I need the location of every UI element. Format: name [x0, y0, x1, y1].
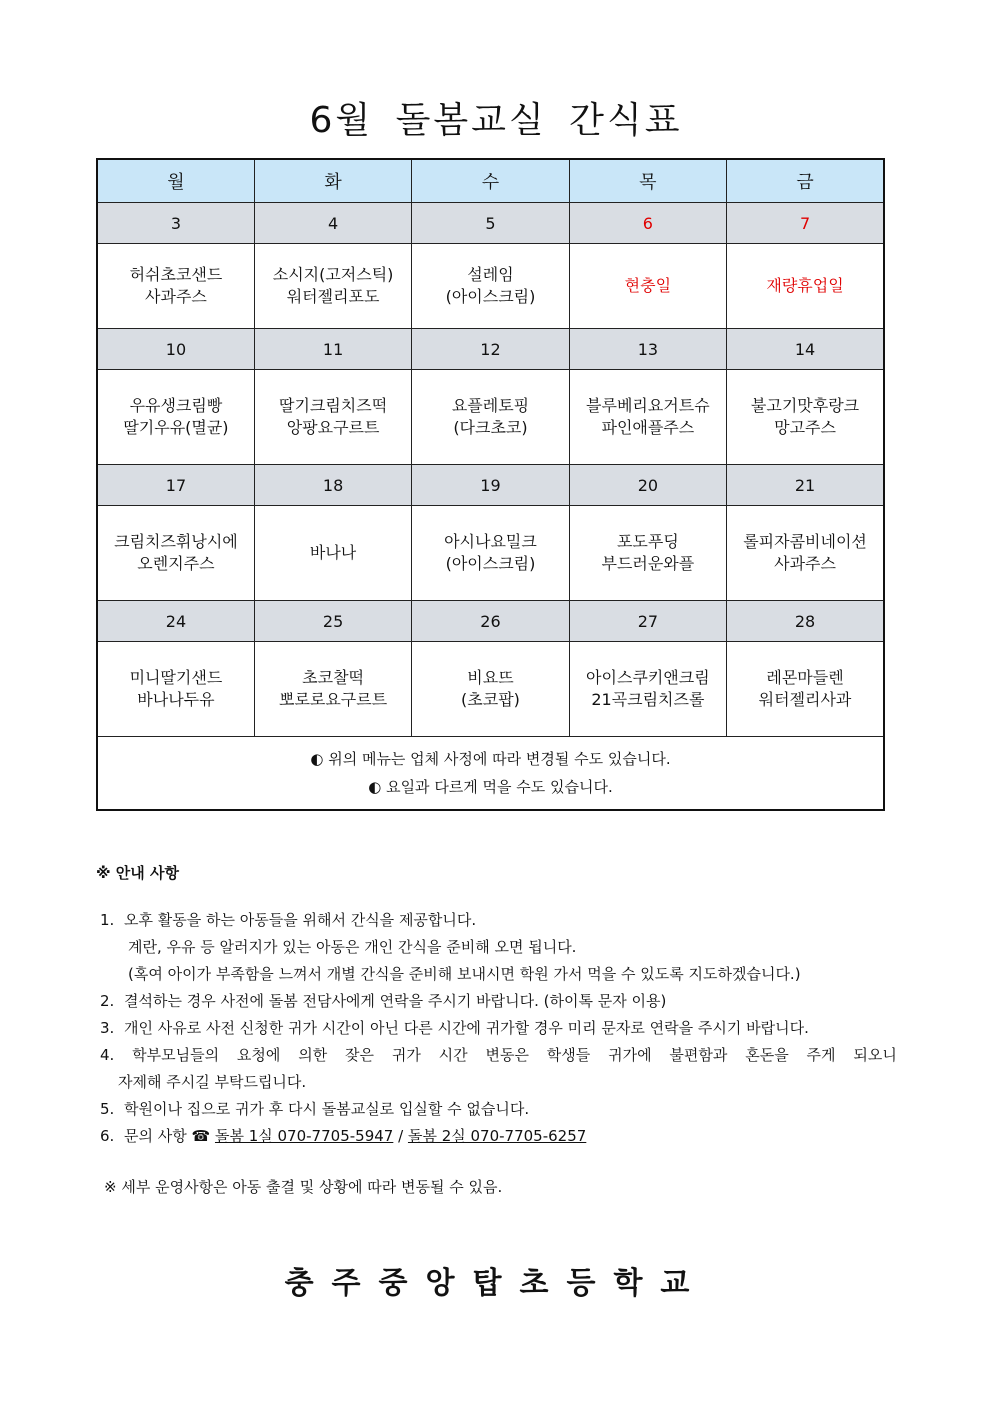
date-row	[97, 329, 884, 370]
menu-cell	[569, 370, 726, 465]
item-word: 변동은	[485, 1046, 529, 1064]
date-cell: 20	[569, 465, 726, 506]
date-row	[97, 465, 884, 506]
date-cell: 21	[727, 465, 884, 506]
date-cell-holiday: 6	[569, 203, 726, 244]
weekday-tue: 화	[254, 159, 411, 203]
menu-item: (아이스크림)	[445, 287, 536, 306]
menu-cell-holiday	[569, 244, 726, 329]
contact-room-2: 돌봄 2실 070-7705-6257	[407, 1127, 587, 1145]
info-item-4	[100, 1042, 897, 1069]
item-text: 결석하는 경우 사전에 돌봄 전담사에게 연락을 주시기 바랍니다. (하이톡 문자 이용)	[124, 992, 667, 1010]
date-cell: 12	[412, 329, 569, 370]
item-text: 개인 사유로 사전 신청한 귀가 시간이 아닌 다른 시간에 귀가할 경우 미리 문자로 연락을 주시기 바랍니다.	[124, 1019, 809, 1037]
item-number: 4.	[100, 1046, 115, 1064]
menu-item: 비요뜨	[467, 668, 514, 687]
item-word: 잦은	[345, 1046, 375, 1064]
menu-item: 포도푸딩	[616, 532, 679, 551]
menu-item: 워터젤리사과	[758, 690, 852, 709]
menu-item: 사과주스	[774, 554, 836, 573]
menu-cell	[412, 506, 569, 601]
date-cell: 4	[254, 203, 411, 244]
menu-item: 바나나두유	[137, 690, 215, 709]
date-cell: 13	[569, 329, 726, 370]
menu-item: (초코팝)	[461, 690, 520, 709]
date-cell: 10	[97, 329, 254, 370]
item-word: 주게	[806, 1046, 836, 1064]
info-list	[100, 907, 900, 1150]
menu-item: 바나나	[309, 543, 357, 562]
item-word: 요청에	[236, 1046, 281, 1064]
menu-cell-holiday	[727, 244, 884, 329]
menu-item: 망고주스	[774, 418, 836, 437]
info-item-2	[100, 988, 900, 1015]
info-item-5	[100, 1096, 900, 1123]
info-item-3	[100, 1015, 900, 1042]
notice-line: ◐ 위의 메뉴는 업체 사정에 따라 변경될 수도 있습니다.	[310, 750, 671, 768]
date-cell: 5	[412, 203, 569, 244]
menu-cell	[254, 370, 411, 465]
date-cell-holiday: 7	[727, 203, 884, 244]
menu-cell	[412, 642, 569, 737]
info-item-4-cont: 자제해 주시길 부탁드립니다.	[118, 1073, 307, 1091]
item-number: 1.	[100, 911, 115, 929]
date-cell: 11	[254, 329, 411, 370]
weekday-fri: 금	[727, 159, 884, 203]
contact-room-1: 돌봄 1실 070-7705-5947	[214, 1127, 394, 1145]
date-cell: 19	[412, 465, 569, 506]
notice-row	[97, 737, 884, 811]
weekday-mon: 월	[97, 159, 254, 203]
menu-item: 소시지(고저스틱)	[272, 265, 394, 284]
menu-cell	[97, 506, 254, 601]
menu-item: (아이스크림)	[445, 554, 536, 573]
item-word: 불편함과	[669, 1046, 728, 1064]
date-cell: 27	[569, 601, 726, 642]
menu-cell	[254, 244, 411, 329]
item-word: 의한	[298, 1046, 328, 1064]
menu-item: 롤피자콤비네이션	[743, 532, 867, 551]
contact-separator: /	[398, 1127, 404, 1145]
menu-cell	[97, 370, 254, 465]
date-cell: 18	[254, 465, 411, 506]
menu-item: 초코찰떡	[302, 668, 364, 687]
weekday-thu: 목	[569, 159, 726, 203]
menu-item: 딸기크림치즈떡	[278, 396, 388, 415]
menu-item: 블루베리요거트슈	[586, 396, 710, 415]
snack-table	[96, 158, 885, 811]
menu-item: 아시나요밀크	[444, 532, 537, 551]
menu-item: 허쉬초코샌드	[129, 265, 223, 284]
notice-line: ◐ 요일과 다르게 먹을 수도 있습니다.	[368, 778, 613, 796]
menu-item: 뽀로로요구르트	[278, 690, 388, 709]
date-cell: 25	[254, 601, 411, 642]
menu-cell	[254, 506, 411, 601]
item-text: 학원이나 집으로 귀가 후 다시 돌봄교실로 입실할 수 없습니다.	[124, 1100, 530, 1118]
menu-item: 사과주스	[145, 287, 207, 306]
menu-item: 요플레토핑	[451, 396, 530, 415]
item-word: 시간	[438, 1046, 468, 1064]
menu-item: 파인애플주스	[601, 418, 695, 437]
item-text: 오후 활동을 하는 아동들을 위해서 간식을 제공합니다.	[124, 911, 477, 929]
item-word: 학생들	[546, 1046, 591, 1064]
menu-item: 설레임	[467, 265, 514, 284]
date-cell: 14	[727, 329, 884, 370]
menu-item: 불고기맛후랑크	[750, 396, 860, 415]
menu-item: 크림치즈휘낭시에	[114, 532, 238, 551]
menu-item: (다크초코)	[453, 418, 528, 437]
item-number: 6.	[100, 1127, 115, 1145]
menu-cell	[412, 244, 569, 329]
info-heading: ※ 안내 사항	[96, 864, 179, 882]
weekday-header-row	[97, 159, 884, 203]
info-item-1-cont: 계란, 우유 등 알러지가 있는 아동은 개인 간식을 준비해 오면 됩니다.	[128, 938, 577, 956]
info-item-1	[100, 907, 900, 934]
footnote: ※ 세부 운영사항은 아동 출결 및 상황에 따라 변동될 수 있음.	[104, 1178, 503, 1196]
date-cell: 17	[97, 465, 254, 506]
item-number: 2.	[100, 992, 115, 1010]
menu-item: 앙팡요구르트	[286, 418, 380, 437]
page-title: 6월 돌봄교실 간식표	[309, 100, 683, 141]
menu-row	[97, 244, 884, 329]
menu-item: 21곡크림치즈롤	[591, 690, 705, 709]
holiday-label: 재량휴업일	[766, 276, 844, 295]
date-row	[97, 601, 884, 642]
menu-cell	[254, 642, 411, 737]
menu-row	[97, 642, 884, 737]
menu-cell	[727, 642, 884, 737]
menu-item: 부드러운와플	[601, 554, 695, 573]
contact-prefix: 문의 사항 ☎	[124, 1127, 211, 1145]
info-item-6	[100, 1123, 900, 1150]
menu-cell	[97, 244, 254, 329]
menu-row	[97, 506, 884, 601]
menu-item: 우유생크림빵	[129, 396, 223, 415]
menu-item: 레몬마들렌	[766, 668, 844, 687]
item-word: 귀가	[391, 1046, 421, 1064]
menu-cell	[97, 642, 254, 737]
date-cell: 28	[727, 601, 884, 642]
school-name: 충주중앙탑초등학교	[284, 1266, 708, 1301]
menu-row	[97, 370, 884, 465]
date-row	[97, 203, 884, 244]
menu-item: 워터젤리포도	[286, 287, 380, 306]
menu-item: 아이스쿠키앤크림	[586, 668, 710, 687]
date-cell: 3	[97, 203, 254, 244]
item-word: 학부모님들의	[132, 1046, 220, 1064]
menu-cell	[727, 370, 884, 465]
menu-item: 오렌지주스	[137, 554, 215, 573]
notice-cell	[97, 737, 884, 811]
item-word: 되오니	[853, 1046, 897, 1064]
item-word: 귀가에	[608, 1046, 652, 1064]
holiday-label: 현충일	[624, 276, 672, 295]
date-cell: 26	[412, 601, 569, 642]
item-word: 혼돈을	[745, 1046, 789, 1064]
menu-item: 미니딸기샌드	[129, 668, 223, 687]
item-number: 5.	[100, 1100, 115, 1118]
menu-item: 딸기우유(멸균)	[123, 418, 229, 437]
menu-cell	[727, 506, 884, 601]
date-cell: 24	[97, 601, 254, 642]
menu-cell	[569, 506, 726, 601]
info-item-1-cont: (혹여 아이가 부족함을 느껴서 개별 간식을 준비해 보내시면 학원 가서 먹을 수 있도록 지도하겠습니다.)	[128, 965, 801, 983]
item-number: 3.	[100, 1019, 115, 1037]
weekday-wed: 수	[412, 159, 569, 203]
menu-cell	[569, 642, 726, 737]
menu-cell	[412, 370, 569, 465]
